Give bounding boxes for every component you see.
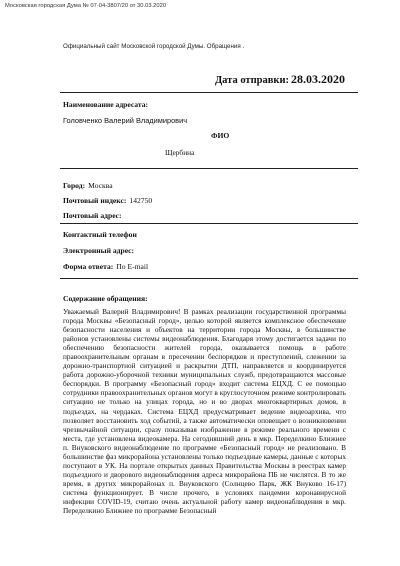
addressee-name: Головченко Валерий Владимирович xyxy=(63,116,188,125)
response-form-label: Форма ответа: xyxy=(63,262,114,271)
city-value: Москва xyxy=(88,181,113,190)
postcode-field xyxy=(63,196,152,205)
postcode-label: Почтовый индекс: xyxy=(63,196,127,205)
content-label: Содержание обращения: xyxy=(63,294,148,303)
email-label: Электронный адрес: xyxy=(63,246,135,255)
fio-label: ФИО xyxy=(211,131,230,140)
divider xyxy=(60,278,358,279)
phone-label: Контактный телефон xyxy=(63,230,137,239)
addressee-label: Наименование адресата: xyxy=(63,100,149,109)
city-field xyxy=(63,181,113,190)
divider xyxy=(60,92,358,93)
divider xyxy=(60,223,358,224)
response-form-value: По E-mail xyxy=(116,262,149,271)
document-header: Московская городская Дума № 07-04-3807/20 от 30.03.2020 xyxy=(5,3,167,9)
send-date-value: 28.03.2020 xyxy=(291,72,345,86)
divider xyxy=(60,168,358,169)
city-label: Город: xyxy=(63,181,86,190)
send-date-label: Дата отправки: xyxy=(214,75,289,86)
postal-address-label: Почтовый адрес: xyxy=(63,211,122,220)
site-title: Официальный сайт Московской городской Думы. Обращения . xyxy=(63,43,245,50)
fio-value: Щербина xyxy=(165,148,195,157)
send-date xyxy=(215,72,345,87)
postcode-value: 142750 xyxy=(129,196,153,205)
appeal-text: Уважаемый Валерий Владимирович! В рамках реализации государственной программы города Москвы «Безопасный город», целью которой является комплексное обеспечение безопасности населения и объектов на территории города Москвы, в большинстве районов установлены системы видеонаблюдения. Благодаря этому достигается задачи по обеспечению безопасности жителей города, оказывается помощь в работе правоохранительным органам в пресечении беспорядков и преступлений, слежении за дорожно-транспортной ситуацией и раскрытии ДТП, направляется и координируется работа дорожно-уборочной техники муниципальных служб, предотвращаются массовые беспорядки. В программу «Безопасный город» входит система ЕЦХД. С ее помощью сотрудники правоохранительных органов могут в круглосуточном режиме контролировать ситуацию не только на улицах города, но и во дворах многоквартирных домов, в подъездах, на чердаках. Система ЕЦХД предусматривает ведение видеоархива, что позволяет восстановить ход событий, а также автоматически оповещает о возникновении чрезвычайной ситуации, сразу показывая изображение в режиме реального времени с места, где установлена видеокамера. На сегодняшний день в мкр. Переделкино Ближнее п. Внуковского видеонаблюдение по программе «Безопасный город» не реализовано. В большинстве фаз микрорайона установлены только подъездные камеры, данные с которых поступают в УК. На портале открытых данных Правительства Москвы в реестрах камер подъездного и дворового видеонаблюдения адреса микрорайона ПБ не числятся. В то же время, в других микрорайонах п. Внуковского (Солнцево Парк, ЖК Внуково 16-17) система функционирует. В числе прочего, в условиях пандемии коронавирусной инфекции COVID-19, считаю очень актуальной работу камер видеонаблюдения в мкр. Переделкино Ближнее по программе Безопасный xyxy=(63,307,346,516)
response-form-field xyxy=(63,262,148,271)
